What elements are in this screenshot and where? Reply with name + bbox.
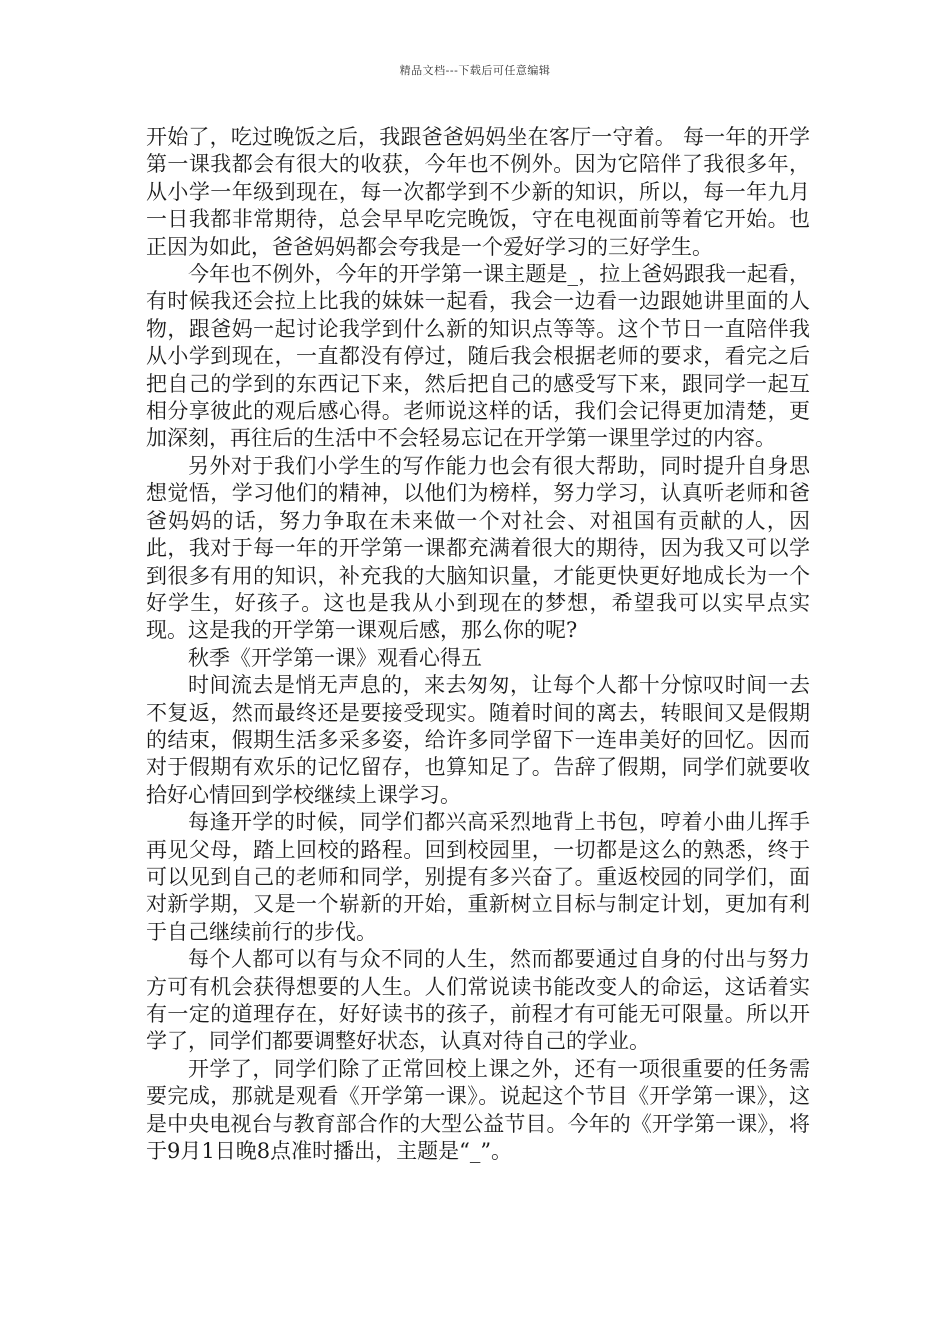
- paragraph-1: 开始了，吃过晚饭之后，我跟爸爸妈妈坐在客厅一守着。 每一年的开学第一课我都会有很大的收获，今年也不例外。因为它陪伴了我很多年，从小学一年级到现在，每一次都学到不少新的知识，所以，每一年九月一日我都非常期待，总会早早吃完晚饭，守在电视面前等着它开始。也正因为如此，爸爸妈妈都会夸我是一个爱好学习的三好学生。: [146, 125, 810, 259]
- paragraph-2: 今年也不例外，今年的开学第一课主题是_，拉上爸妈跟我一起看，有时候我还会拉上比我的妹妹一起看，我会一边看一边跟她讲里面的人物，跟爸妈一起讨论我学到什么新的知识点等等。这个节日一直陪伴我从小学到现在，一直都没有停过，随后我会根据老师的要求，看完之后把自己的学到的东西记下来，然后把自己的感受写下来，跟同学一起互相分享彼此的观后感心得。老师说这样的话，我们会记得更加清楚，更加深刻，再往后的生活中不会轻易忘记在开学第一课里学过的内容。: [146, 262, 810, 451]
- page-header: 精品文档---下载后可任意编辑: [399, 64, 551, 77]
- section-title: 秋季《开学第一课》观看心得五: [188, 645, 482, 670]
- paragraph-5: 每逢开学的时候，同学们都兴高采烈地背上书包，哼着小曲儿挥手再见父母，踏上回校的路程。回到校园里，一切都是这么的熟悉，终于可以见到自己的老师和同学，别提有多兴奋了。重返校园的同学们，面对新学期，又是一个崭新的开始，重新树立目标与制定计划，更加有利于自己继续前行的步伐。: [146, 810, 810, 944]
- paragraph-4: 时间流去是悄无声息的，来去匆匆，让每个人都十分惊叹时间一去不复返，然而最终还是要接受现实。随着时间的离去，转眼间又是假期的结束，假期生活多采多姿，给许多同学留下一连串美好的回忆。因而对于假期有欢乐的记忆留存，也算知足了。告辞了假期，同学们就要收拾好心情回到学校继续上课学习。: [146, 673, 810, 807]
- paragraph-6: 每个人都可以有与众不同的人生，然而都要通过自身的付出与努力方可有机会获得想要的人生。人们常说读书能改变人的命运，这话着实有一定的道理存在，好好读书的孩子，前程才有可能无可限量。所以开学了，同学们都要调整好状态，认真对待自己的学业。: [146, 947, 810, 1054]
- paragraph-7: 开学了，同学们除了正常回校上课之外，还有一项很重要的任务需要完成，那就是观看《开学第一课》。说起这个节目《开学第一课》，这是中央电视台与教育部合作的大型公益节目。今年的《开学第一课》，将于9月1日晚8点准时播出，主题是“_”。: [146, 1056, 810, 1164]
- paragraph-3: 另外对于我们小学生的写作能力也会有很大帮助，同时提升自身思想觉悟，学习他们的精神，以他们为榜样，努力学习，认真听老师和爸爸妈妈的话，努力争取在未来做一个对社会、对祖国有贡献的人，因此，我对于每一年的开学第一课都充满着很大的期待，因为我又可以学到很多有用的知识，补充我的大脑知识量，才能更快更好地成长为一个好学生，好孩子。这也是我从小到现在的梦想，希望我可以实早点实现。这是我的开学第一课观后感，那么你的呢?: [146, 453, 810, 643]
- document-body: [146, 124, 810, 1165]
